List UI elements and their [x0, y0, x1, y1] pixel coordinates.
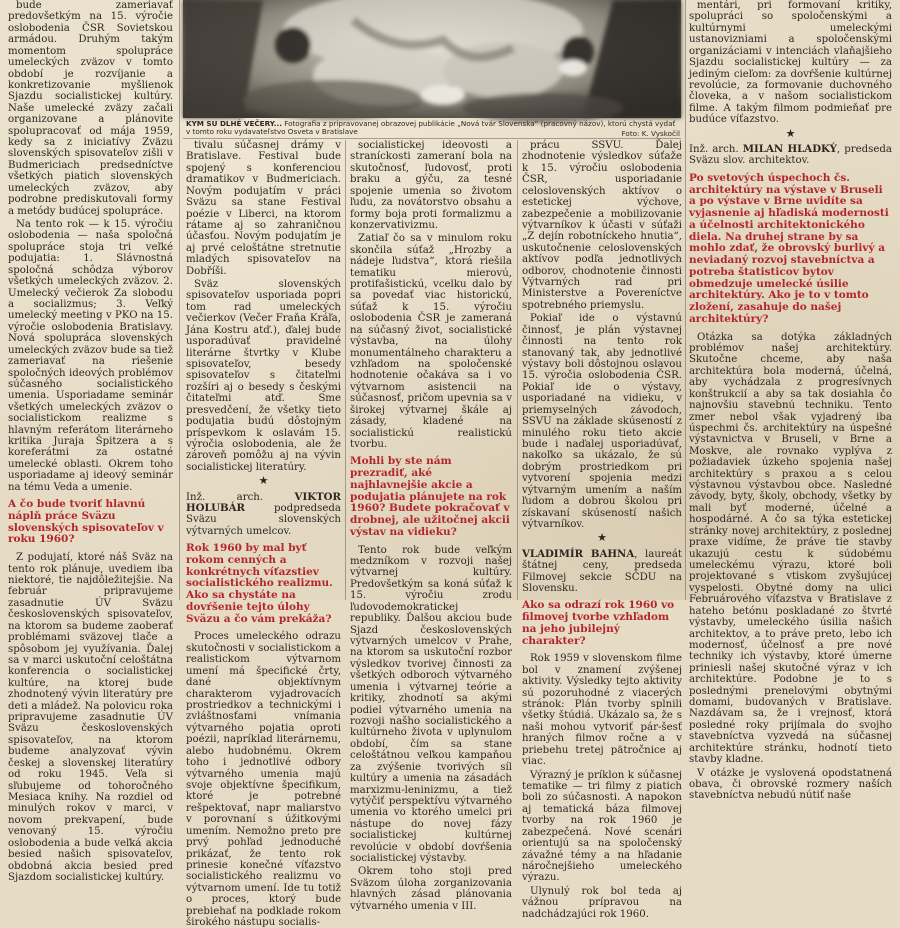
interview-question: Ako sa odrazí rok 1960 vo filmovej tvorbe vzhľadom na jeho jubilejný charakter? [522, 599, 675, 647]
paragraph: tivalu súčasnej drámy v Bratislave. Festival bude spojený s konferenciou dramatikov v Budmericiach. Novým podujatím v práci Sväzu sa stane Festival poézie v Liberci, na ktorom rátame aj so zahraničnou účasťou. Novým podujatím je aj prvé celoštátne stretnutie mladých spisovateľov na Dobříši. [186, 140, 341, 277]
section-star: ★ [258, 474, 269, 488]
interview-question: Rok 1960 by mal byť rokom cenných a konkrétnych víťazstiev socialistického realizmu. Ako sa chystáte na dovŕšenie tejto úlohy Sväzu a čo vám prekáža? [186, 542, 333, 625]
article-column-2 [186, 140, 341, 928]
interviewee-name: MILAN HLADKÝ [742, 142, 837, 155]
paragraph: V otázke je vyslovená opodstatnená obava, či obrovské rozmery naších stavebníctva nebudú nútiť naše [689, 767, 892, 802]
column-divider [345, 140, 346, 600]
paragraph: bude zameriavať predovšetkým na 15. výročie oslobodenia ČSR Sovietskou armádou. Druhým takým momentom spolupráce umeleckých zväzov v tomto období je rozvíjanie a konkretizovanie myšlienok Sjazdu socialistickej kultúry. Naše umelecké zväzy začali organizovane a plánovite spolupracovať od mája 1959, kedy sa z iniciatívy Zväzu slovenských spisovateľov zišli v Budmericiach predsedníctve všetkých piatich slovenských umeleckých zväzov, aby podrobne prediskutovali formy a metódy budúcej spolupráce. [8, 0, 173, 217]
column-divider [179, 0, 180, 600]
interviewee-signature: Inž. arch. MILAN HLADKÝ, predseda Sväzu slov. architektov. [689, 142, 892, 167]
photo-caption [186, 120, 680, 138]
article-column-5 [689, 0, 892, 802]
section-star: ★ [785, 126, 796, 140]
paragraph: Rok 1959 v slovenskom filme bol v znamení zvýšenej aktivity. Výsledky tejto aktivity sú pozoruhodné z viacerých stránok: Plán tvorby splnili všetky štúdiá. Ukázalo sa, že s naši mohou vytvoriť pár-šesť hraných filmov ročne a v priebehu tretej pätročnice aj viac. [522, 653, 682, 768]
paragraph: prácu SSVU. Ďalej zhodnotenie výsledkov súťaže k 15. výročiu oslobodenia ČSR, usporiadanie celoslovenských aktívov o estetickej výchove, zabezpečenie a mobilizovanie výtvarníkov k účasti v súťaži „Z dejín robotníckeho hnutia“, uskutočnenie celoslovenských aktívov podľa jednotlivých odborov, chodnotenie činnosti Výtvarných rad pri Ministerstve a Povereníctve spotrebného priemyslu. [522, 140, 682, 311]
paragraph: Z podujatí, ktoré náš Sväz na tento rok plánuje, uvediem iba niektoré, tie najdôležitejšie. Na február pripravujeme zasadnutie ÚV Sväzu československých spisovateľov, na ktorom sa budeme zaoberať problémami sväzovej tlače a spôsobom jej využívania. Ďalej sa v marci uskutoční celoštátna konferencia o socialistickej kultúre, na ktorej bude zhodnotený vývin literatúry pre deti a mládež. Na polovicu roka pripravujeme zasadnutie ÚV Sväzu československých spisovateľov, na ktorom budeme analyzovať vývin českej a slovenskej literatúry od roku 1945. Veľa si sľubujeme od tohoročného Mesiaca knihy. Na rozdiel od minulých rokov v marci, v novom prekvapení, bude venovaný 15. výročiu oslobodenia a bude veľká akcia besied našich spisovateľov, obdobná akcia besied pred Sjazdom socialistickej kultúry. [8, 552, 173, 883]
interviewee-name: VIKTOR HOLUBÁR [186, 490, 341, 514]
interviewee-signature: Inž. arch. VIKTOR HOLUBÁR podpredseda Sväzu slovenských výtvarných umelcov. [186, 490, 341, 537]
section-star: ★ [597, 531, 607, 545]
paragraph: Otázka sa dotýka základných problémov našej architektúry. Skutočne chceme, aby naša architektúra bola moderná, účelná, aby vychádzala z progresívnych konštrukcií a aby sa tak dosiahla čo najnovšiu stavebnú techniku. Tento zmer nebol však vyjadrený iba úspechmi čs. architektúry na úspešné výstavnictva v Bruseli, v Brne a Moskve, ale rovnako vyplýva z požiadaviek úzkeho spojenia našej architektúry s praxou a s celou výstavnou výstavbou obce. Nasledné závody, byty, školy, obchody, všetky by mali byť moderné, účelné a hospodárné. A čo sa týka estetickej stránky novej architektúry, z poslednej praxe vidíme, že práve tie stavby ukazujú cestu k súdobému umeleckému výrazu, ktoré boli projektované s vtiskom zvyšujúcej vyspelosti. Obytné domy na ulici Februárového víťazstva v Bratislave z hateho betónu poskladané zo štvrté výstavby, umeleckého úsilia našich architektov, a to práve preto, lebo ich modernosť, účelnosť a pre nové techniky ich výstavby, ktoré úmerne priniesli našej skutočné výraz v ich architektúre. Podobne je to s poslednými prenelovými obytnými domami, budovaných v Bratislave. Nazdávam sa, že i vrejnosť, ktorá posledné roky prijímala do svojho stavebníctva vyzvedá na súčasnej architektúre stránku, hodnotí tieto stavby kladne. [689, 331, 892, 766]
paragraph: Sväz slovenských spisovateľov usporiada popri tom rad umeleckých večierkov (Večer Fraňa Kráľa, Jána Kostru atď.), ďalej bude usporadúvať pravidelné literárne štvrtky v Klube spisovateľov, besedy spisovateľov s čitateľmi rozšíri aj o besedy s českými čitateľmi atď. Sme presvedčení, že všetky tieto podujatia budú dôstojným príspevkom k oslavám 15. výročia oslobodenia, ale že zároveň pomôžu aj na vývin socialistickej literatúry. [186, 279, 341, 473]
paragraph: Tento rok bude veľkým medzníkom v rozvoji našej výtvarnej kultúry. Predovšetkým sa koná súťaž k 15. výročiu zrodu ľudovodemokratickej republiky. Ďalšou akciou bude Sjazd československých výtvarných umelcov v Prahe, na ktorom sa uskutoční rozbor výsledkov tvorivej činnosti za všetkých odboroch výtvarného umenia i výtvarnej teórie a kritiky, zhodnotí sa akými podiel výtvarného umenia na rozvoji našho socialistického a kultúrneho života v uplynulom období, čím sa stane celoštátnou veľkou kampaňou za zvýšenie tvorivých síl kultúry a umenia na zásadách marxizmu-leninizmu, a tiež vytýčiť perspektívu výtvarného umenia vo ktorého umelci pri nástupe do novej fázy socialistickej kultúrnej revolúcie v období dovŕšenia socialistickej výstavby. [350, 544, 512, 865]
photo-credit: Foto: K. Vyskočil [621, 128, 680, 138]
column-divider [517, 140, 518, 600]
interview-question: A čo bude tvoriť hlavnú náplň práce Sväzu slovenských spisovateľov v roku 1960? [8, 498, 164, 546]
article-column-1 [8, 0, 173, 883]
interviewee-signature: VLADIMÍR BAHNA, laureát štátnej ceny, predseda Filmovej sekcie SČDU na Slovensku. [522, 547, 683, 594]
paragraph: Okrem toho stoji pred Sväzom úloha zorganizovania hlavných zásad plánovania výtvarného umenia v III. [350, 866, 512, 912]
article-column-4 [522, 140, 683, 920]
paragraph: Na tento rok — k 15. výročiu oslobodenia — naša spoločná spolupráce stoja tri veľké podujatia: 1. Slávnostná spoločná schôdza výborov všetkých umeleckých zväzov. 2. Umelecký večierok Za slobodu a socializmus; 3. Veľký umelecký meeting v PKO na 15. výročie oslobodenia Bratislavy. Nová spolupráca slovenských umeleckých zväzov bude sa tiež zameriavať na riešenie spoločných ideových problémov súčasného socialistického umenia. Usporiadame seminár všetkých umeleckých zväzov o socialistickom realizme s hlavným referátom literárneho kritika Juraja Špitzera a s koreferátmi za ostatné umelecké oblasti. Okrem toho usporiadame aj ideový seminár na tému Veda a umenie. [8, 219, 173, 493]
article-column-3 [350, 140, 512, 912]
photo-dancers [183, 0, 681, 118]
interview-question: Po svetových úspechoch čs. architektúry na výstave v Bruseli a po výstave v Brne uvidíte sa vyjasnenie aj hľadiská modernosti a účelnosti architektonického diela. Na druhej strane by sa mohlo zdať, že obrovský burlivý a neviadaný rozvoj stavebníctva a potreba štatisticov bytov obmedzuje umelecké úsilie architektúry. Ako je to v tomto zložení, zasahuje do našej architektúry? [689, 171, 889, 325]
caption-title: KYM SU DLHÉ VEČERY... [186, 119, 282, 128]
interview-question: Mohli by ste nám prezradiť, aké najhlavnejšie akcie a podujatia plánujete na rok 1960? Budete pokračovať v drobnej, ale užitočnej akcii výstav na vidieku? [350, 455, 510, 538]
paragraph: mentári, pri formovaní kritiky, spolupráci so spoločenskými a kultúrnymi umeleckými ustanovizniami a spoločenskými organizáciami v intenciách vlaňajšieho Sjazdu socialistickej kultúry — za jediným cieľom: za dovŕšenie kultúrnej revolúcie, za formovanie duchovného človeka, a v našom socialistickom filme. A takým filmom podmieňať pre budúce víťazstvo. [689, 0, 892, 126]
paragraph: Proces umeleckého odrazu skutočnosti v socialistickom a realistickom výtvarnom umení má špecifické črty, dané objektívnym charakterom vyjadrovacích prostriedkov a technickými i zvláštnosťami vnímania výtvarného pojatia oproti poézii, napríklad literárnemu, alebo hudobnému. Okrem toho i jednotlivé odbory výtvarného umenia majú svoje objektívne špecifikum, ktoré je potrebné rešpektovať, napr maliarstvo v porovnaní s úžitkovými umením. Nemožno preto pre prvý pohľad jednoduché prikázať, že tento rok prinesie konečné víťazstvo socialistického realizmu vo výtvarnom umení. Ide tu totiž o proces, ktorý bude prebiehať na podklade rokom širokého nástupu socialis- [186, 631, 341, 928]
caption-divider [183, 138, 681, 139]
caption-text: Fotografia z pripravovanej obrazovej publikácie „Nová tvár Slovenska“ (pracovný názov), ktorú chystá vydať v tomto roku vydavateľstvo Osveta v Bratislave [186, 119, 676, 137]
paragraph: Ulynulý rok bol teda aj vážnou prípravou na nadchádzajúci rok 1960. [522, 885, 682, 920]
paragraph: Výrazný je príklon k súčasnej tematike — tri filmy z piatich boli zo súčasnosti. A napokon aj tematická báza filmovej tvorby na rok 1960 je zabezpečená. Nové scenári orientujú sa na spoločenský závažné témy a na hľadanie náročnejšieho umeleckého výrazu. [522, 769, 682, 884]
column-divider [685, 0, 686, 600]
interviewee-name: VLADIMÍR BAHNA [522, 547, 635, 560]
paragraph: Pokiaľ ide o výstavnú činnosť, je plán výstavnej činnosti na tento rok stanovaný tak, aby jednotlivé výstavy boli dôstojnou oslavou 15. výročia oslobodenia ČSR. Pokiaľ ide o výstavy, usporiadané na vidieku, v priemyselných závodoch, SSVU na základe skúseností z minulého roku tieto akcie bude i naďalej usporiadúvať, nakoľko sa ukázalo, že sú dobrým prostriedkom pri vytvorení spojenia medzi výtvarným umením a naším ľudom a dobrou školou pri získavaní skúseností našich výtvarníkov. [522, 313, 682, 530]
paragraph: Zatiaľ čo sa v minulom roku skončila súťaž „Hrozby a nádeje ľudstva“, ktorá riešila tematiku mierovú, protifašistickú, vcelku dalo by sa povedať viac historickú, súťaž k 15. výročiu oslobodenia ČSR je zameraná na súčasný život, socialistické výstavba, na úlohy monumentálneho charakteru a vzhľadom na spoločenské hodnotenie očakáva sa i vo výtvarnom asistencii na súčasnosť, pričom upevnia sa v širokej výtvarnej škále aj zásady, kladené na socialistickú realistickú tvorbu. [350, 233, 512, 450]
paragraph: socialistickej ideovosti a straníckosti zameraní bola na skutočnosť, ľudovosť, proti braku a gýču, za tesné spojenie umenia so životom ľudu, za novátorstvo obsahu a formy boja proti formalizmu a konzervativizmu. [350, 140, 512, 231]
photo-image [183, 0, 681, 118]
